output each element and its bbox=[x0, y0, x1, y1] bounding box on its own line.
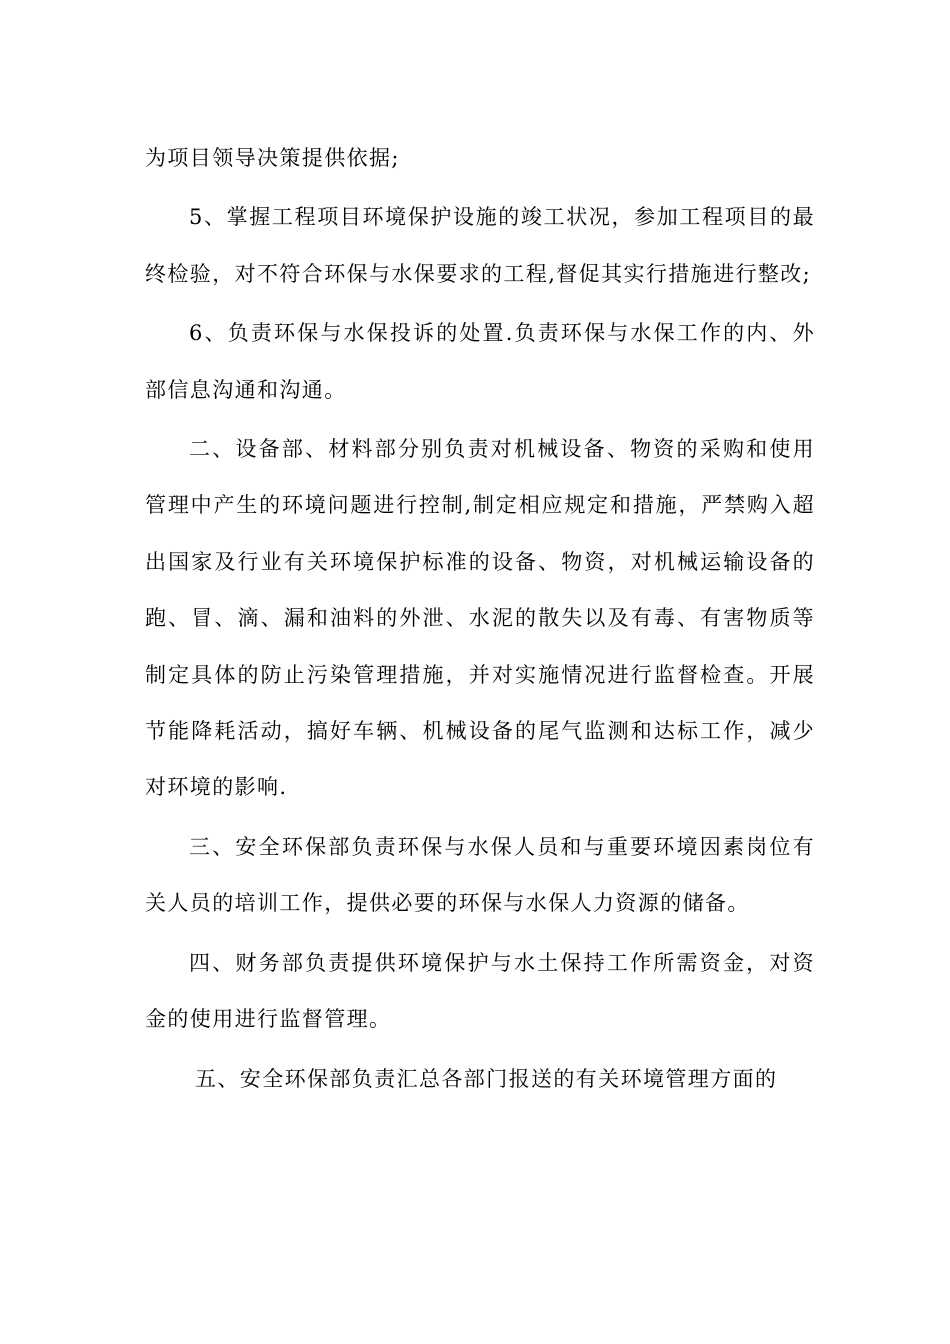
paragraph-continuation: 为项目领导决策提供依据; bbox=[145, 146, 400, 170]
paragraph-section-3: 三、安全环保部负责环保与水保人员和与重要环境因素岗位有关人员的培训工作，提供必要的环保与水保人力资源的储备。 bbox=[145, 834, 815, 916]
paragraph-section-4: 四、财务部负责提供环境保护与水土保持工作所需资金，对资金的使用进行监督管理。 bbox=[145, 950, 815, 1032]
paragraph-section-2: 二、设备部、材料部分别负责对机械设备、物资的采购和使用管理中产生的环境问题进行控制,制定相应规定和措施，严禁购入超出国家及行业有关环境保护标准的设备、物资，对机械运输设备的跑、冒、滴、漏和油料的外泄、水泥的散失以及有毒、有害物质等制定具体的防止污染管理措施，并对实施情况进行监督检查。开展节能降耗活动，搞好车辆、机械设备的尾气监测和达标工作，减少对环境的影响. bbox=[145, 437, 815, 800]
paragraph-section-5: 五、安全环保部负责汇总各部门报送的有关环境管理方面的 bbox=[195, 1066, 778, 1091]
paragraph-item-5: 5、掌握工程项目环境保护设施的竣工状况，参加工程项目的最终检验，对不符合环保与水保要求的工程,督促其实行措施进行整改; bbox=[145, 205, 815, 286]
document-body bbox=[145, 130, 815, 1110]
paragraph-item-6: 6、负责环保与水保投诉的处置.负责环保与水保工作的内、外部信息沟通和沟通。 bbox=[145, 321, 815, 402]
